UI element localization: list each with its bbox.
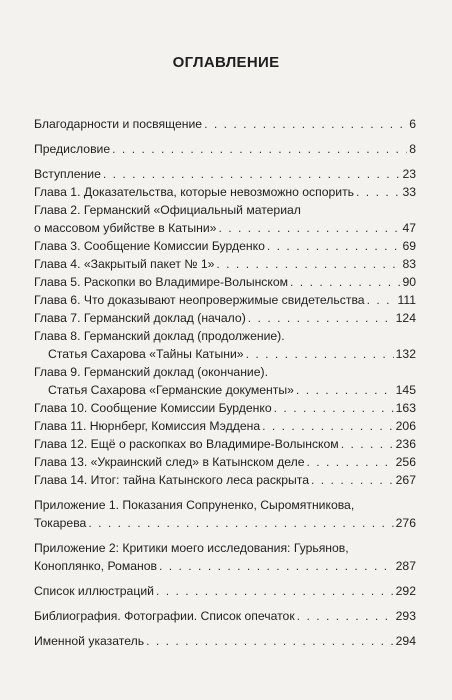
dot-leader [103,165,401,183]
dot-leader [262,417,394,435]
toc-entry-line [34,201,416,219]
toc-entry-line [34,115,416,133]
toc-entry[interactable] [34,417,416,435]
toc-entry-line [34,255,416,273]
toc-page-number: 163 [395,401,416,415]
toc-entry-line [34,453,416,471]
table-of-contents [34,115,416,650]
toc-entry[interactable] [34,237,416,255]
toc-entry-title: Глава 12. Ещё о раскопках во Владимире-Волынском [34,437,339,451]
dot-leader [341,435,394,453]
dot-leader [112,140,407,158]
dot-leader [156,582,394,600]
toc-entry-title: Статья Сахарова «Тайны Катыни» [48,347,244,361]
toc-entry[interactable] [34,607,416,625]
toc-entry-title: Библиография. Фотографии. Список опечаток [34,609,295,623]
dot-leader [306,453,393,471]
dot-leader [356,183,400,201]
toc-page-number: 236 [395,437,416,451]
toc-entry[interactable] [34,453,416,471]
toc-entry-title: о массовом убийстве в Катыни» [34,221,217,235]
toc-page-number: 69 [402,239,416,253]
toc-entry-title: Приложение 1. Показания Сопруненко, Сыромятникова, [34,498,355,512]
dot-leader [290,273,400,291]
toc-page-number: 132 [395,347,416,361]
dot-leader [296,381,394,399]
toc-entry-title: Вступление [34,167,101,181]
toc-entry-line [34,363,416,381]
toc-entry-line [34,582,416,600]
dot-leader [267,237,401,255]
toc-entry-title: Глава 2. Германский «Официальный материал [34,203,301,217]
toc-entry[interactable] [34,165,416,183]
toc-entry-line [34,471,416,489]
toc-page-number: 276 [395,516,416,530]
toc-page-number: 287 [395,559,416,573]
toc-entry[interactable] [34,582,416,600]
toc-entry-title: Предисловие [34,142,111,156]
toc-entry-title: Глава 1. Доказательства, которые невозможно оспорить [34,185,355,199]
dot-leader [146,632,394,650]
toc-entry[interactable] [34,183,416,201]
toc-page-number: 145 [395,383,416,397]
toc-entry-title: Приложение 2: Критики моего исследования: Гурьянов, [34,541,349,555]
toc-entry-line [34,399,416,417]
toc-entry-title: Токарева [34,516,87,530]
toc-entry[interactable] [34,471,416,489]
toc-entry-line [34,557,416,575]
toc-entry-line [34,291,416,309]
toc-entry[interactable] [34,115,416,133]
toc-entry-title: Благодарности и посвящение [34,117,203,131]
toc-page-number: 293 [395,609,416,623]
toc-entry-line [34,435,416,453]
dot-leader [216,255,400,273]
toc-entry-line [34,632,416,650]
toc-page-number: 256 [395,455,416,469]
toc-page-number: 90 [402,275,416,289]
toc-entry[interactable] [34,632,416,650]
toc-entry-title: Глава 9. Германский доклад (окончание). [34,365,268,379]
toc-entry-title: Глава 11. Нюрнберг, Комиссия Мэддена [34,419,261,433]
dot-leader [88,514,393,532]
toc-page-number: 8 [409,142,416,156]
dot-leader [274,399,394,417]
toc-entry-line [34,140,416,158]
toc-entry-line [34,309,416,327]
dot-leader [311,471,394,489]
dot-leader [159,557,394,575]
toc-entry-line [34,183,416,201]
toc-entry[interactable] [34,201,416,237]
toc-page-number: 33 [402,185,416,199]
toc-entry-title: Глава 8. Германский доклад (продолжение). [34,329,285,343]
dot-leader [218,219,400,237]
toc-page-number: 124 [395,311,416,325]
toc-entry[interactable] [34,496,416,532]
toc-entry-title: Статья Сахарова «Германские документы» [48,383,294,397]
dot-leader [367,291,396,309]
toc-page-number: 23 [402,167,416,181]
toc-entry[interactable] [34,291,416,309]
page-title: ОГЛАВЛЕНИЕ [172,54,280,71]
toc-entry[interactable] [34,435,416,453]
toc-entry[interactable] [34,273,416,291]
toc-entry-line [34,607,416,625]
dot-leader [246,345,394,363]
toc-entry-line [34,327,416,345]
toc-page-number: 292 [395,584,416,598]
toc-entry-title: Глава 13. «Украинский след» в Катынском деле [34,455,305,469]
toc-entry-line [34,237,416,255]
toc-page-number: 267 [395,473,416,487]
toc-entry[interactable] [34,140,416,158]
toc-entry[interactable] [34,327,416,363]
toc-page-number: 206 [395,419,416,433]
toc-entry-line [34,165,416,183]
toc-entry[interactable] [34,363,416,399]
toc-entry-title: Глава 14. Итог: тайна Катынского леса раскрыта [34,473,310,487]
dot-leader [204,115,407,133]
toc-entry-line [34,219,416,237]
dot-leader [248,309,394,327]
toc-page-number: 6 [409,117,416,131]
toc-entry-line [34,381,416,399]
toc-page-number: 83 [402,257,416,271]
toc-entry[interactable] [34,539,416,575]
toc-entry-line [34,514,416,532]
dot-leader [297,607,394,625]
toc-entry-title: Глава 4. «Закрытый пакет № 1» [34,257,215,271]
toc-page-number: 111 [397,293,416,307]
toc-entry-title: Глава 3. Сообщение Комиссии Бурденко [34,239,265,253]
toc-entry-title: Глава 7. Германский доклад (начало) [34,311,246,325]
toc-entry-title: Глава 10. Сообщение Комиссии Бурденко [34,401,272,415]
toc-entry-title: Именной указатель [34,634,145,648]
toc-entry-line [34,345,416,363]
toc-entry[interactable] [34,399,416,417]
toc-entry-title: Список иллюстраций [34,584,154,598]
toc-entry[interactable] [34,255,416,273]
toc-entry-title: Коноплянко, Романов [34,559,157,573]
toc-entry-title: Глава 5. Раскопки во Владимире-Волынском [34,275,289,289]
toc-entry-line [34,273,416,291]
toc-page-number: 294 [395,634,416,648]
toc-entry-line [34,539,416,557]
toc-entry-line [34,496,416,514]
toc-entry[interactable] [34,309,416,327]
toc-entry-line [34,417,416,435]
toc-entry-title: Глава 6. Что доказывают неопровержимые свидетельства [34,293,365,307]
toc-page-number: 47 [402,221,416,235]
